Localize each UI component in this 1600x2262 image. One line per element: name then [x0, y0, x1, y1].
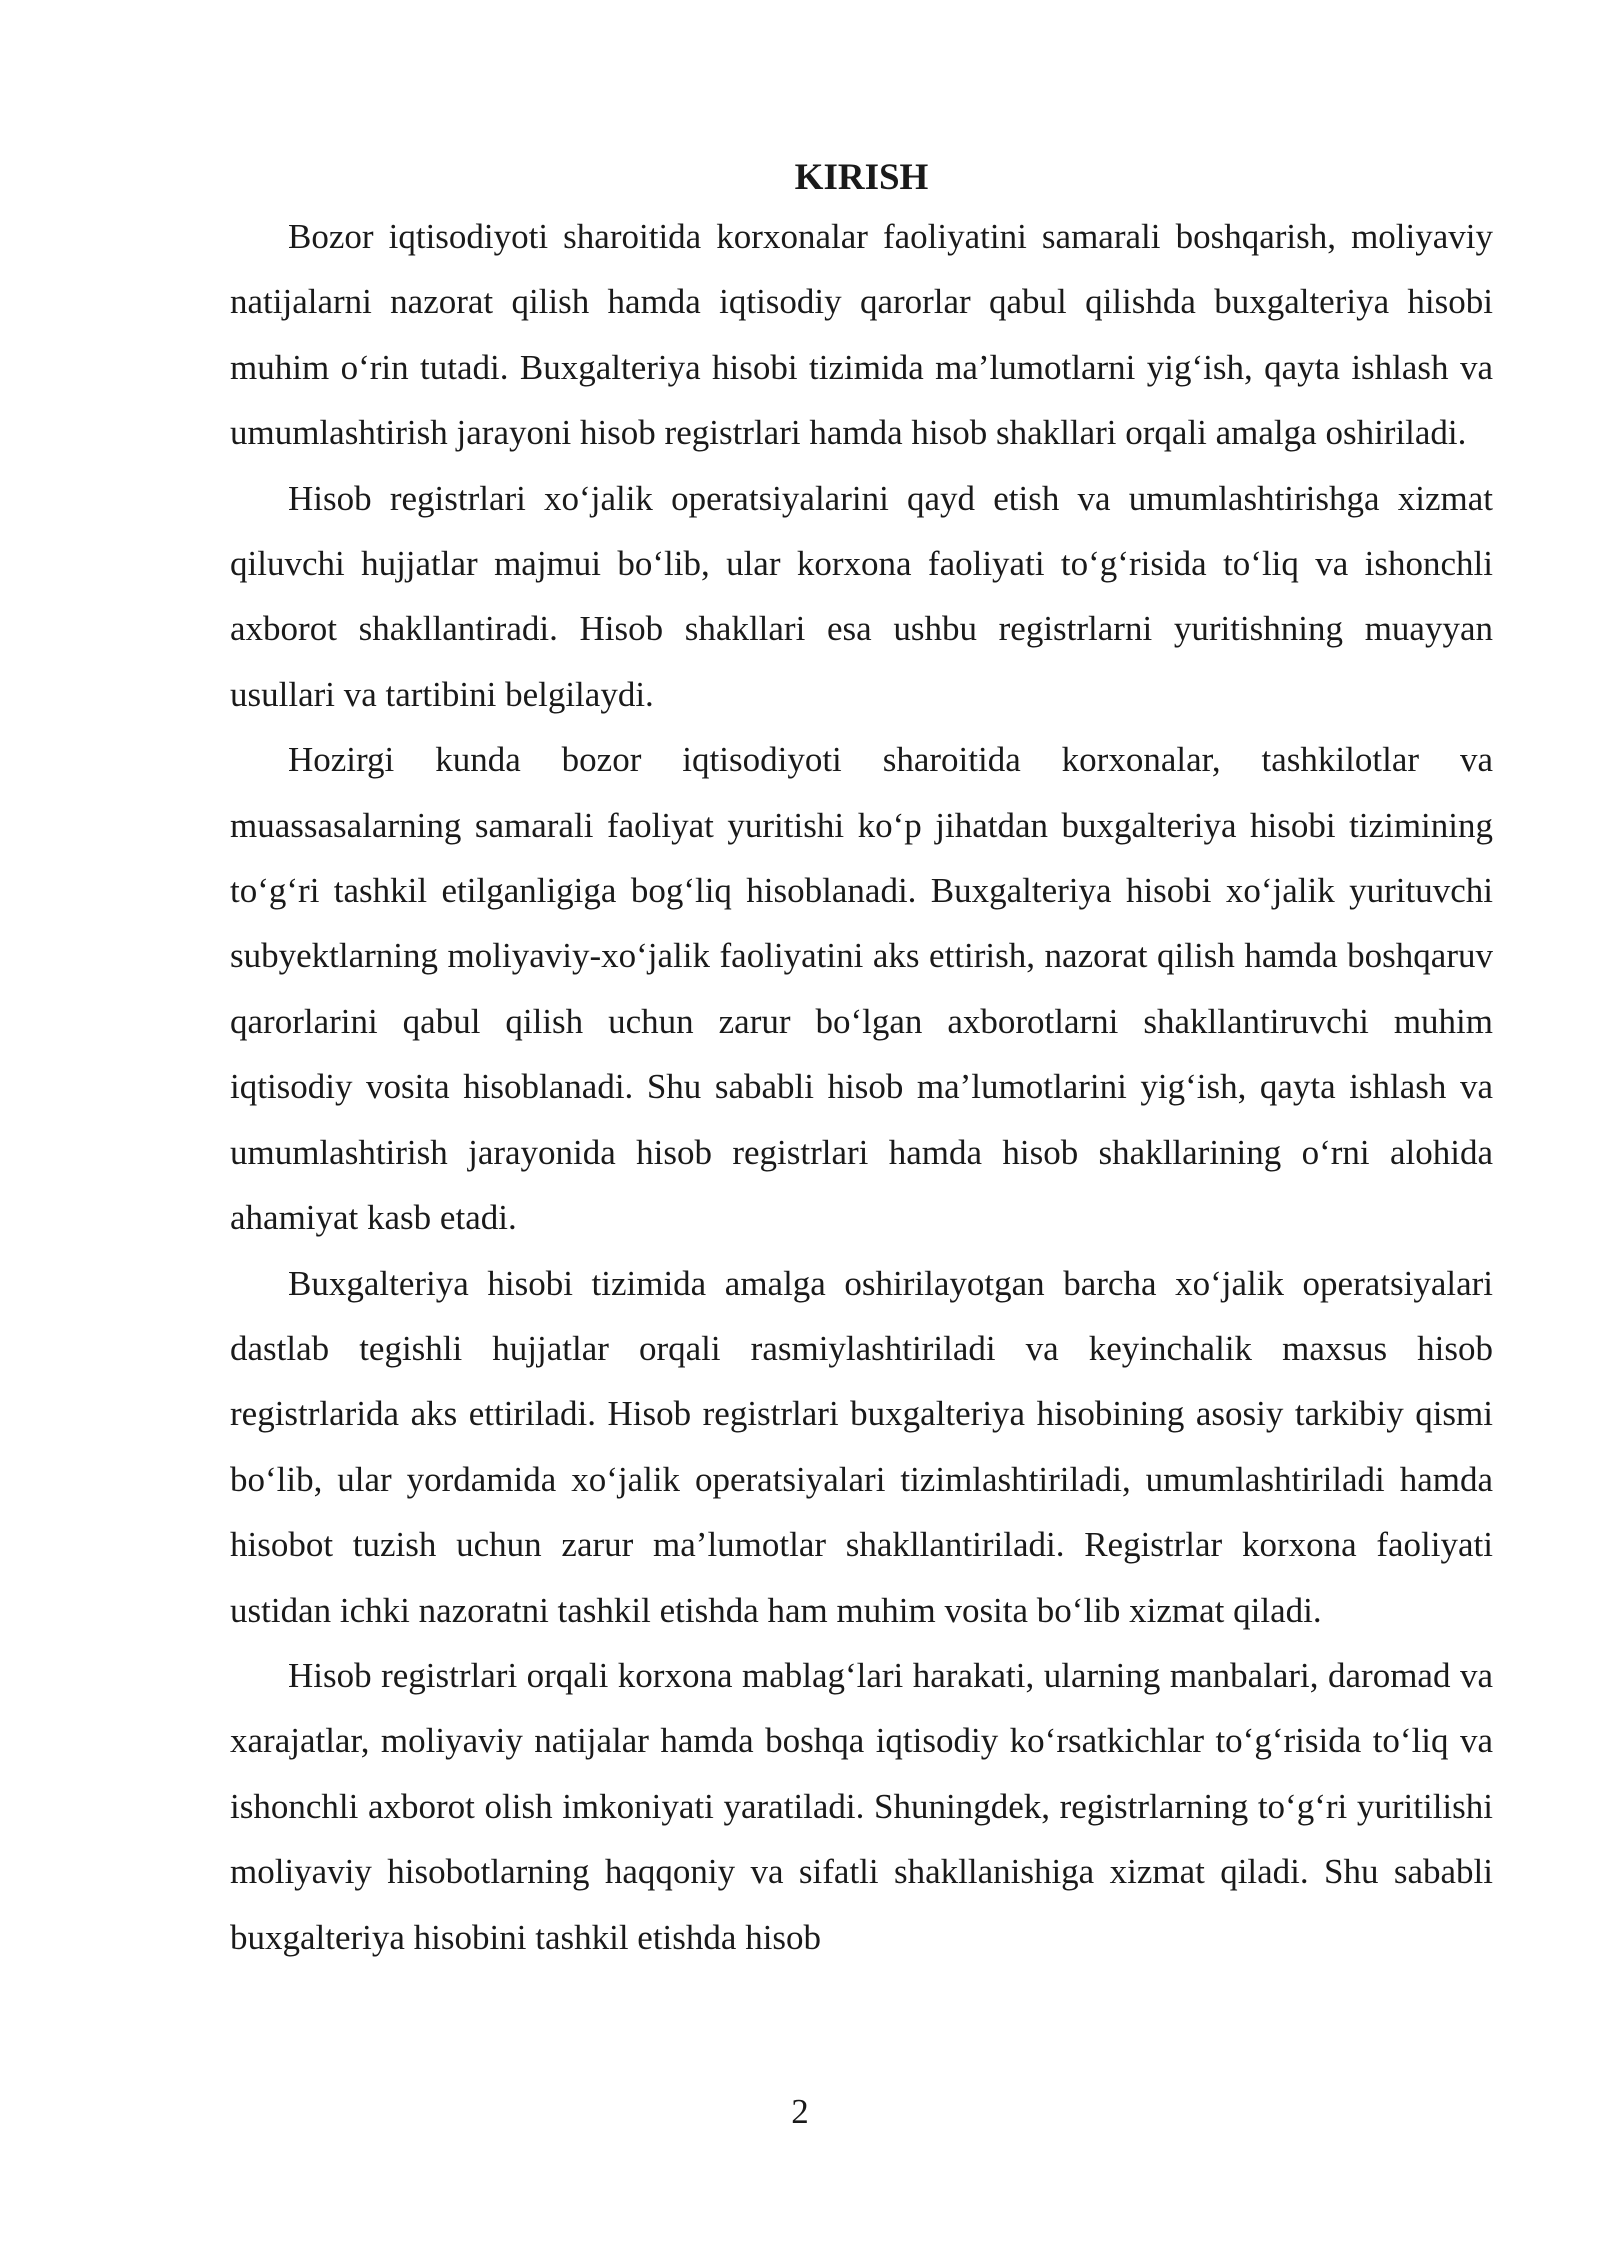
paragraph-4: Buxgalteriya hisobi tizimida amalga oshirilayotgan barcha xo‘jalik operatsiyalari dastlab tegishli hujjatlar orqali rasmiylashtiriladi va keyinchalik maxsus hisob registrlarida aks ettiriladi. Hisob registrlari buxgalteriya hisobining asosiy tarkibiy qismi bo‘lib, ular yordamida xo‘jalik operatsiyalari tizimlashtiriladi, umumlashtiriladi hamda hisobot tuzish uchun zarur ma’lumotlar shakllantiriladi. Registrlar korxona faoliyati ustidan ichki nazoratni tashkil etishda ham muhim vosita bo‘lib xizmat qiladi. [230, 1263, 1493, 1630]
page-number: 2 [791, 2092, 809, 2131]
paragraph-2: Hisob registrlari xo‘jalik operatsiyalarini qayd etish va umumlashtirishga xizmat qiluvchi hujjatlar majmui bo‘lib, ular korxona faoliyati to‘g‘risida to‘liq va ishonchli axborot shakllantiradi. Hisob shakllari esa ushbu registrlarni yuritishning muayyan usullari va tartibini belgilaydi. [230, 478, 1493, 714]
page-content [230, 152, 1493, 1970]
paragraph-5: Hisob registrlari orqali korxona mablag‘lari harakati, ularning manbalari, daromad va xarajatlar, moliyaviy natijalar hamda boshqa iqtisodiy ko‘rsatkichlar to‘g‘risida to‘liq va ishonchli axborot olish imkoniyati yaratiladi. Shuningdek, registrlarning to‘g‘ri yuritilishi moliyaviy hisobotlarning haqqoniy va sifatli shakllanishiga xizmat qiladi. Shu sababli buxgalteriya hisobini tashkil etishda hisob [230, 1655, 1493, 1957]
section-title: KIRISH [794, 157, 929, 198]
paragraph-3: Hozirgi kunda bozor iqtisodiyoti sharoitida korxonalar, tashkilotlar va muassasalarning samarali faoliyat yuritishi ko‘p jihatdan buxgalteriya hisobi tizimining to‘g‘ri tashkil etilganligiga bog‘liq hisoblanadi. Buxgalteriya hisobi xo‘jalik yurituvchi subyektlarning moliyaviy-xo‘jalik faoliyatini aks ettirish, nazorat qilish hamda boshqaruv qarorlarini qabul qilish uchun zarur bo‘lgan axborotlarni shakllantiruvchi muhim iqtisodiy vosita hisoblanadi. Shu sababli hisob ma’lumotlarini yig‘ish, qayta ishlash va umumlashtirish jarayonida hisob registrlari hamda hisob shakllarining o‘rni alohida ahamiyat kasb etadi. [230, 740, 1493, 1238]
paragraph-1: Bozor iqtisodiyoti sharoitida korxonalar faoliyatini samarali boshqarish, moliyaviy natijalarni nazorat qilish hamda iqtisodiy qarorlar qabul qilishda buxgalteriya hisobi muhim o‘rin tutadi. Buxgalteriya hisobi tizimida ma’lumotlarni yig‘ish, qayta ishlash va umumlashtirish jarayoni hisob registrlari hamda hisob shakllari orqali amalga oshiriladi. [230, 217, 1493, 453]
